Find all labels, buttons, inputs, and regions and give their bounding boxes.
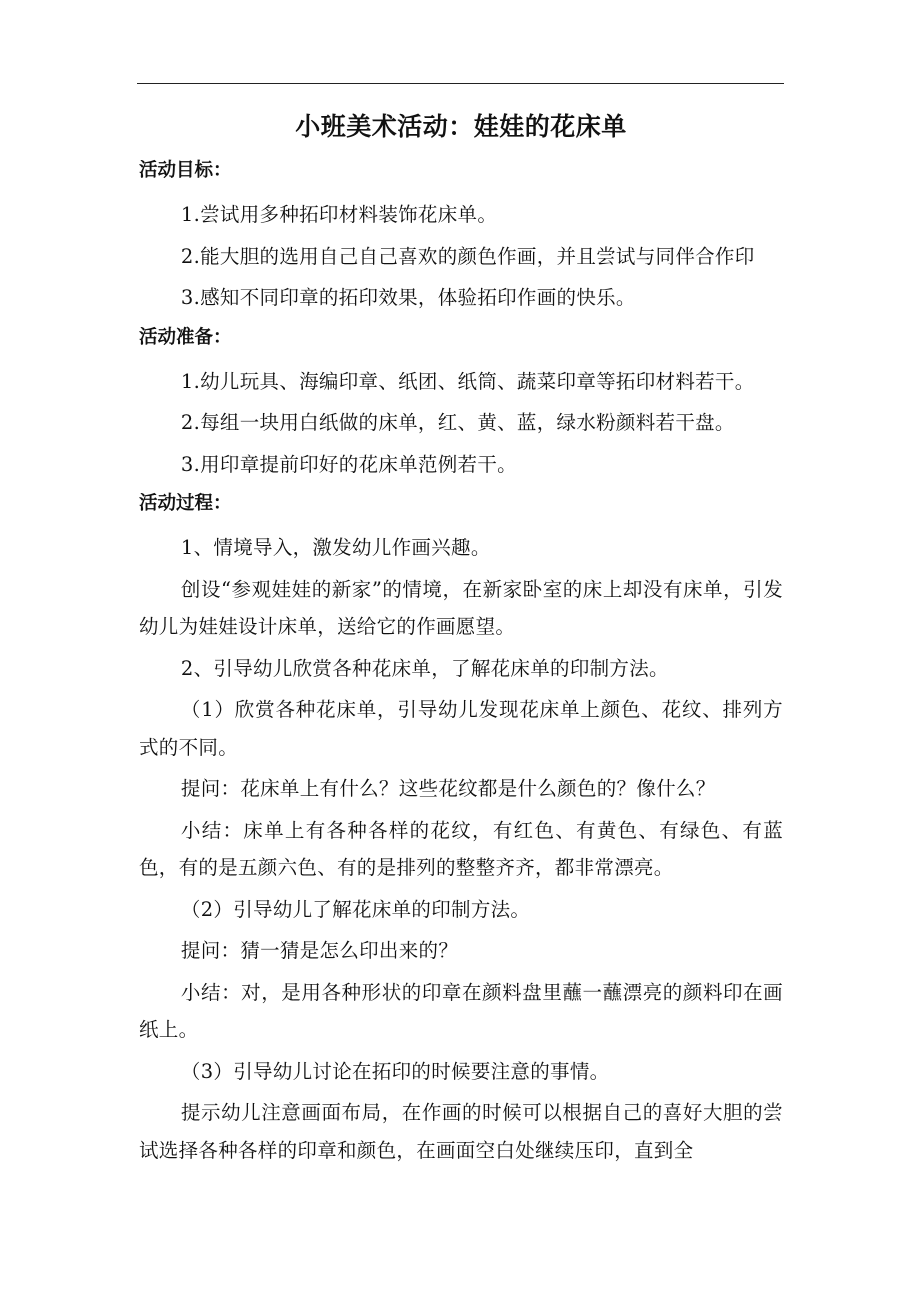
document-title: 小班美术活动：娃娃的花床单 xyxy=(295,112,627,141)
process-item: （2）引导幼儿了解花床单的印制方法。 xyxy=(180,897,531,921)
process-item: 小结：床单上有各种各样的花纹，有红色、有黄色、有绿色、有蓝色，有的是五颜六色、有的是排列的整整齐齐，都非常漂亮。 xyxy=(139,818,783,879)
preparation-heading: 活动准备： xyxy=(139,326,232,348)
goal-item: 3.感知不同印章的拓印效果，体验拓印作画的快乐。 xyxy=(180,286,636,309)
preparation-item: 3.用印章提前印好的花床单范例若干。 xyxy=(180,452,517,476)
header-rule xyxy=(137,83,784,84)
document-page xyxy=(139,110,783,1169)
goal-item: 2.能大胆的选用自己自己喜欢的颜色作画，并且尝试与同伴合作印 xyxy=(180,244,755,268)
process-item: 提问：猜一猜是怎么印出来的？ xyxy=(180,939,459,962)
process-item: 小结：对，是用各种形状的印章在颜料盘里蘸一蘸漂亮的颜料印在画纸上。 xyxy=(139,980,783,1041)
goals-heading: 活动目标： xyxy=(139,160,232,181)
preparation-item: 1.幼儿玩具、海编印章、纸团、纸筒、蔬菜印章等拓印材料若干。 xyxy=(180,369,755,393)
process-heading: 活动过程： xyxy=(139,493,232,514)
process-item: （1）欣赏各种花床单，引导幼儿发现花床单上颜色、花纹、排列方式的不同。 xyxy=(139,698,783,759)
process-item: 2、引导幼儿欣赏各种花床单，了解花床单的印制方法。 xyxy=(180,656,669,680)
process-item: 创设“参观娃娃的新家”的情境，在新家卧室的床上却没有床单，引发幼儿为娃娃设计床单，送给它的作画愿望。 xyxy=(139,577,783,638)
process-item: 提问：花床单上有什么？这些花纹都是什么颜色的？像什么？ xyxy=(180,777,716,800)
process-item: 提示幼儿注意画面布局，在作画的时候可以根据自己的喜好大胆的尝试选择各种各样的印章和颜色，在画面空白处继续压印，直到全 xyxy=(139,1101,783,1162)
process-item: 1、情境导入，激发幼儿作画兴趣。 xyxy=(180,536,491,559)
preparation-item: 2.每组一块用白纸做的床单，红、黄、蓝，绿水粉颜料若干盘。 xyxy=(180,411,735,434)
process-item: （3）引导幼儿讨论在拓印的时候要注意的事情。 xyxy=(180,1059,610,1083)
goal-item: 1.尝试用多种拓印材料装饰花床单。 xyxy=(180,203,498,226)
